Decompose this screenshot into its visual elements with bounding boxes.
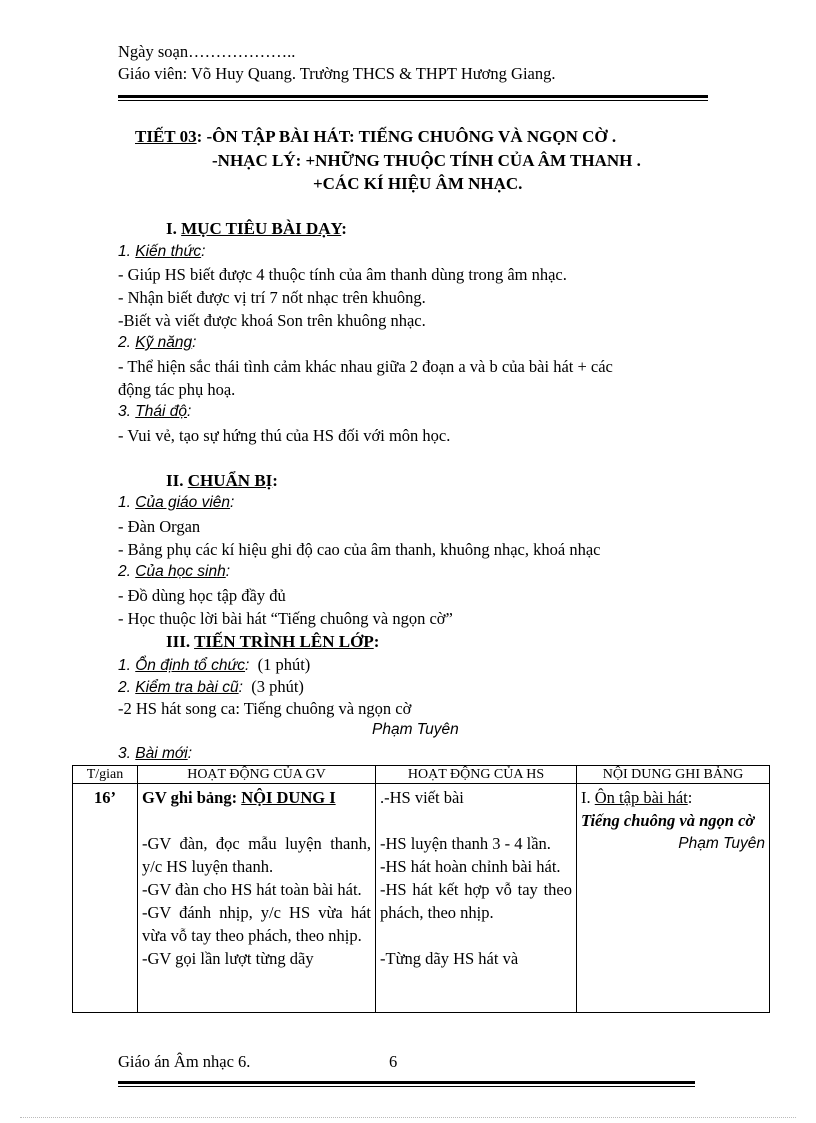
student-step-2: -HS luyện thanh 3 - 4 lần.: [380, 834, 551, 853]
col-header-teacher: HOẠT ĐỘNG CỦA GV: [138, 766, 376, 784]
table-header-row: [73, 766, 770, 784]
header-rule: [118, 95, 708, 101]
student-item-1: - Đồ dùng học tập đầy đủ: [118, 586, 286, 605]
subsection-student: [118, 563, 230, 581]
board-section-label: Ôn tập bài hát: [594, 788, 688, 807]
sub-label: Kiến thức: [135, 243, 202, 260]
sub-label: Kỹ năng: [135, 334, 193, 351]
skills-item-1-cont: động tác phụ hoạ.: [118, 380, 236, 399]
student-step-5: -Từng dãy HS hát và: [380, 949, 519, 968]
teacher-item-2: - Bảng phụ các kí hiệu ghi độ cao của âm thanh, khuông nhạc, khoá nhạc: [118, 540, 601, 559]
sub-colon: :: [225, 563, 231, 580]
board-section-prefix: I.: [581, 788, 595, 807]
student-step-1: .-HS viết bài: [380, 788, 464, 807]
teacher-step-3: -GV đánh nhịp, y/c HS vừa hát vừa vỗ tay theo phách, theo nhịp.: [142, 903, 371, 945]
lesson-title-line2: -NHẠC LÝ: +NHỮNG THUỘC TÍNH CỦA ÂM THANH .: [212, 151, 641, 170]
lesson-number: TIẾT 03: [135, 127, 197, 146]
teacher-item-1: - Đàn Organ: [118, 517, 201, 536]
board-song-title: Tiếng chuông và ngọn cờ: [581, 811, 755, 830]
sub-colon: :: [192, 334, 197, 351]
col-header-student: HOẠT ĐỘNG CỦA HS: [376, 766, 577, 784]
teacher-activity-cell: [138, 784, 376, 1013]
student-step-3: -HS hát hoàn chỉnh bài hát.: [380, 857, 561, 876]
sub-time: (3 phút): [242, 677, 304, 696]
teacher-line: Giáo viên: Võ Huy Quang. Trường THCS & THPT Hương Giang.: [118, 64, 556, 83]
table-row: [73, 784, 770, 1013]
sub-colon: :: [186, 403, 192, 420]
subsection-organize: [118, 655, 310, 675]
board-song-author: Phạm Tuyên: [678, 835, 765, 852]
student-step-4: -HS hát kết hợp vỗ tay theo phách, theo nhịp.: [380, 880, 572, 922]
sub-number: 1.: [118, 243, 131, 260]
student-activity-cell: [376, 784, 577, 1013]
section2-heading: [166, 471, 278, 491]
section3-colon: :: [373, 632, 380, 651]
review-activity: -2 HS hát song ca: Tiếng chuông và ngọn cờ: [118, 699, 412, 718]
col-header-board: NỘI DUNG GHI BẢNG: [577, 766, 770, 784]
footer-label: Giáo án Âm nhạc 6.: [118, 1052, 251, 1071]
teacher-step-2: -GV đàn cho HS hát toàn bài hát.: [142, 880, 362, 899]
sub-label: Kiểm tra bài cũ: [135, 679, 239, 696]
lesson-title-line1: [135, 127, 616, 147]
sub-number: 1.: [118, 494, 131, 511]
subsection-knowledge: [118, 243, 205, 261]
section2-colon: :: [272, 471, 278, 490]
board-section-title: [581, 786, 765, 809]
lesson-title-line3: +CÁC KÍ HIỆU ÂM NHẠC.: [313, 174, 523, 193]
sub-number: 2.: [118, 679, 131, 696]
page-number: 6: [389, 1052, 398, 1071]
teacher-step-1: -GV đàn, đọc mẫu luyện thanh, y/c HS luyện thanh.: [142, 834, 371, 876]
sub-time: (1 phút): [249, 655, 311, 674]
attitude-item-1: - Vui vẻ, tạo sự hứng thú của HS đối với môn học.: [118, 426, 451, 445]
sub-label: Thái độ: [135, 403, 187, 420]
subsection-new-lesson: [118, 745, 192, 763]
sub-colon: :: [230, 494, 235, 511]
knowledge-item-2: - Nhận biết được vị trí 7 nốt nhạc trên khuông.: [118, 288, 426, 307]
section1-title: MỤC TIÊU BÀI DẠY: [181, 219, 342, 238]
subsection-attitude: [118, 403, 191, 421]
time-cell: [73, 784, 138, 1013]
section3-title: TIẾN TRÌNH LÊN LỚP: [194, 632, 374, 651]
sub-colon: :: [245, 657, 250, 674]
sub-label: Của giáo viên: [135, 494, 231, 511]
sub-number: 2.: [118, 334, 131, 351]
sub-colon: :: [238, 679, 243, 696]
knowledge-item-3: -Biết và viết được khoá Son trên khuông nhạc.: [118, 311, 426, 330]
board-prefix: GV ghi bảng:: [142, 788, 242, 807]
board-content-label: NỘI DUNG I: [241, 788, 336, 807]
teacher-step-4: -GV gọi lần lượt từng dãy: [142, 949, 314, 968]
subsection-review: [118, 677, 304, 697]
col-header-time: T/gian: [73, 766, 138, 784]
section3-number: III.: [166, 632, 191, 651]
sub-number: 3.: [118, 745, 131, 762]
footer-rule: [118, 1081, 695, 1087]
student-item-2: - Học thuộc lời bài hát “Tiếng chuông và ngọn cờ”: [118, 609, 453, 628]
sub-number: 1.: [118, 657, 131, 674]
section1-heading: [166, 219, 347, 239]
page-bottom-divider: [20, 1117, 796, 1118]
section2-title: CHUẨN BỊ: [187, 471, 273, 490]
review-author: Phạm Tuyên: [372, 721, 459, 738]
teacher-board-title: [142, 786, 371, 809]
sub-colon: :: [201, 243, 206, 260]
section2-number: II.: [166, 471, 184, 490]
lesson-title-topic: : -ÔN TẬP BÀI HÁT: TIẾNG CHUÔNG VÀ NGỌN CỜ .: [196, 127, 617, 146]
section3-heading: [166, 632, 379, 652]
board-section-colon: :: [687, 788, 693, 807]
time-value: 16’: [94, 788, 116, 807]
board-content-cell: [577, 784, 770, 1013]
subsection-skills: [118, 334, 196, 352]
subsection-teacher: [118, 494, 234, 512]
lesson-activity-table: [72, 765, 770, 1013]
sub-number: 3.: [118, 403, 131, 420]
sub-label: Bài mới: [135, 745, 188, 762]
section1-colon: :: [341, 219, 347, 238]
skills-item-1: - Thể hiện sắc thái tình cảm khác nhau giữa 2 đoạn a và b của bài hát + các: [118, 357, 613, 376]
sub-colon: :: [187, 745, 192, 762]
sub-number: 2.: [118, 563, 131, 580]
date-prepared: Ngày soạn………………..: [118, 42, 296, 61]
sub-label: Ổn định tổ chức: [135, 657, 246, 674]
sub-label: Của học sinh: [135, 563, 226, 580]
knowledge-item-1: - Giúp HS biết được 4 thuộc tính của âm thanh dùng trong âm nhạc.: [118, 265, 567, 284]
section1-number: I.: [166, 219, 177, 238]
